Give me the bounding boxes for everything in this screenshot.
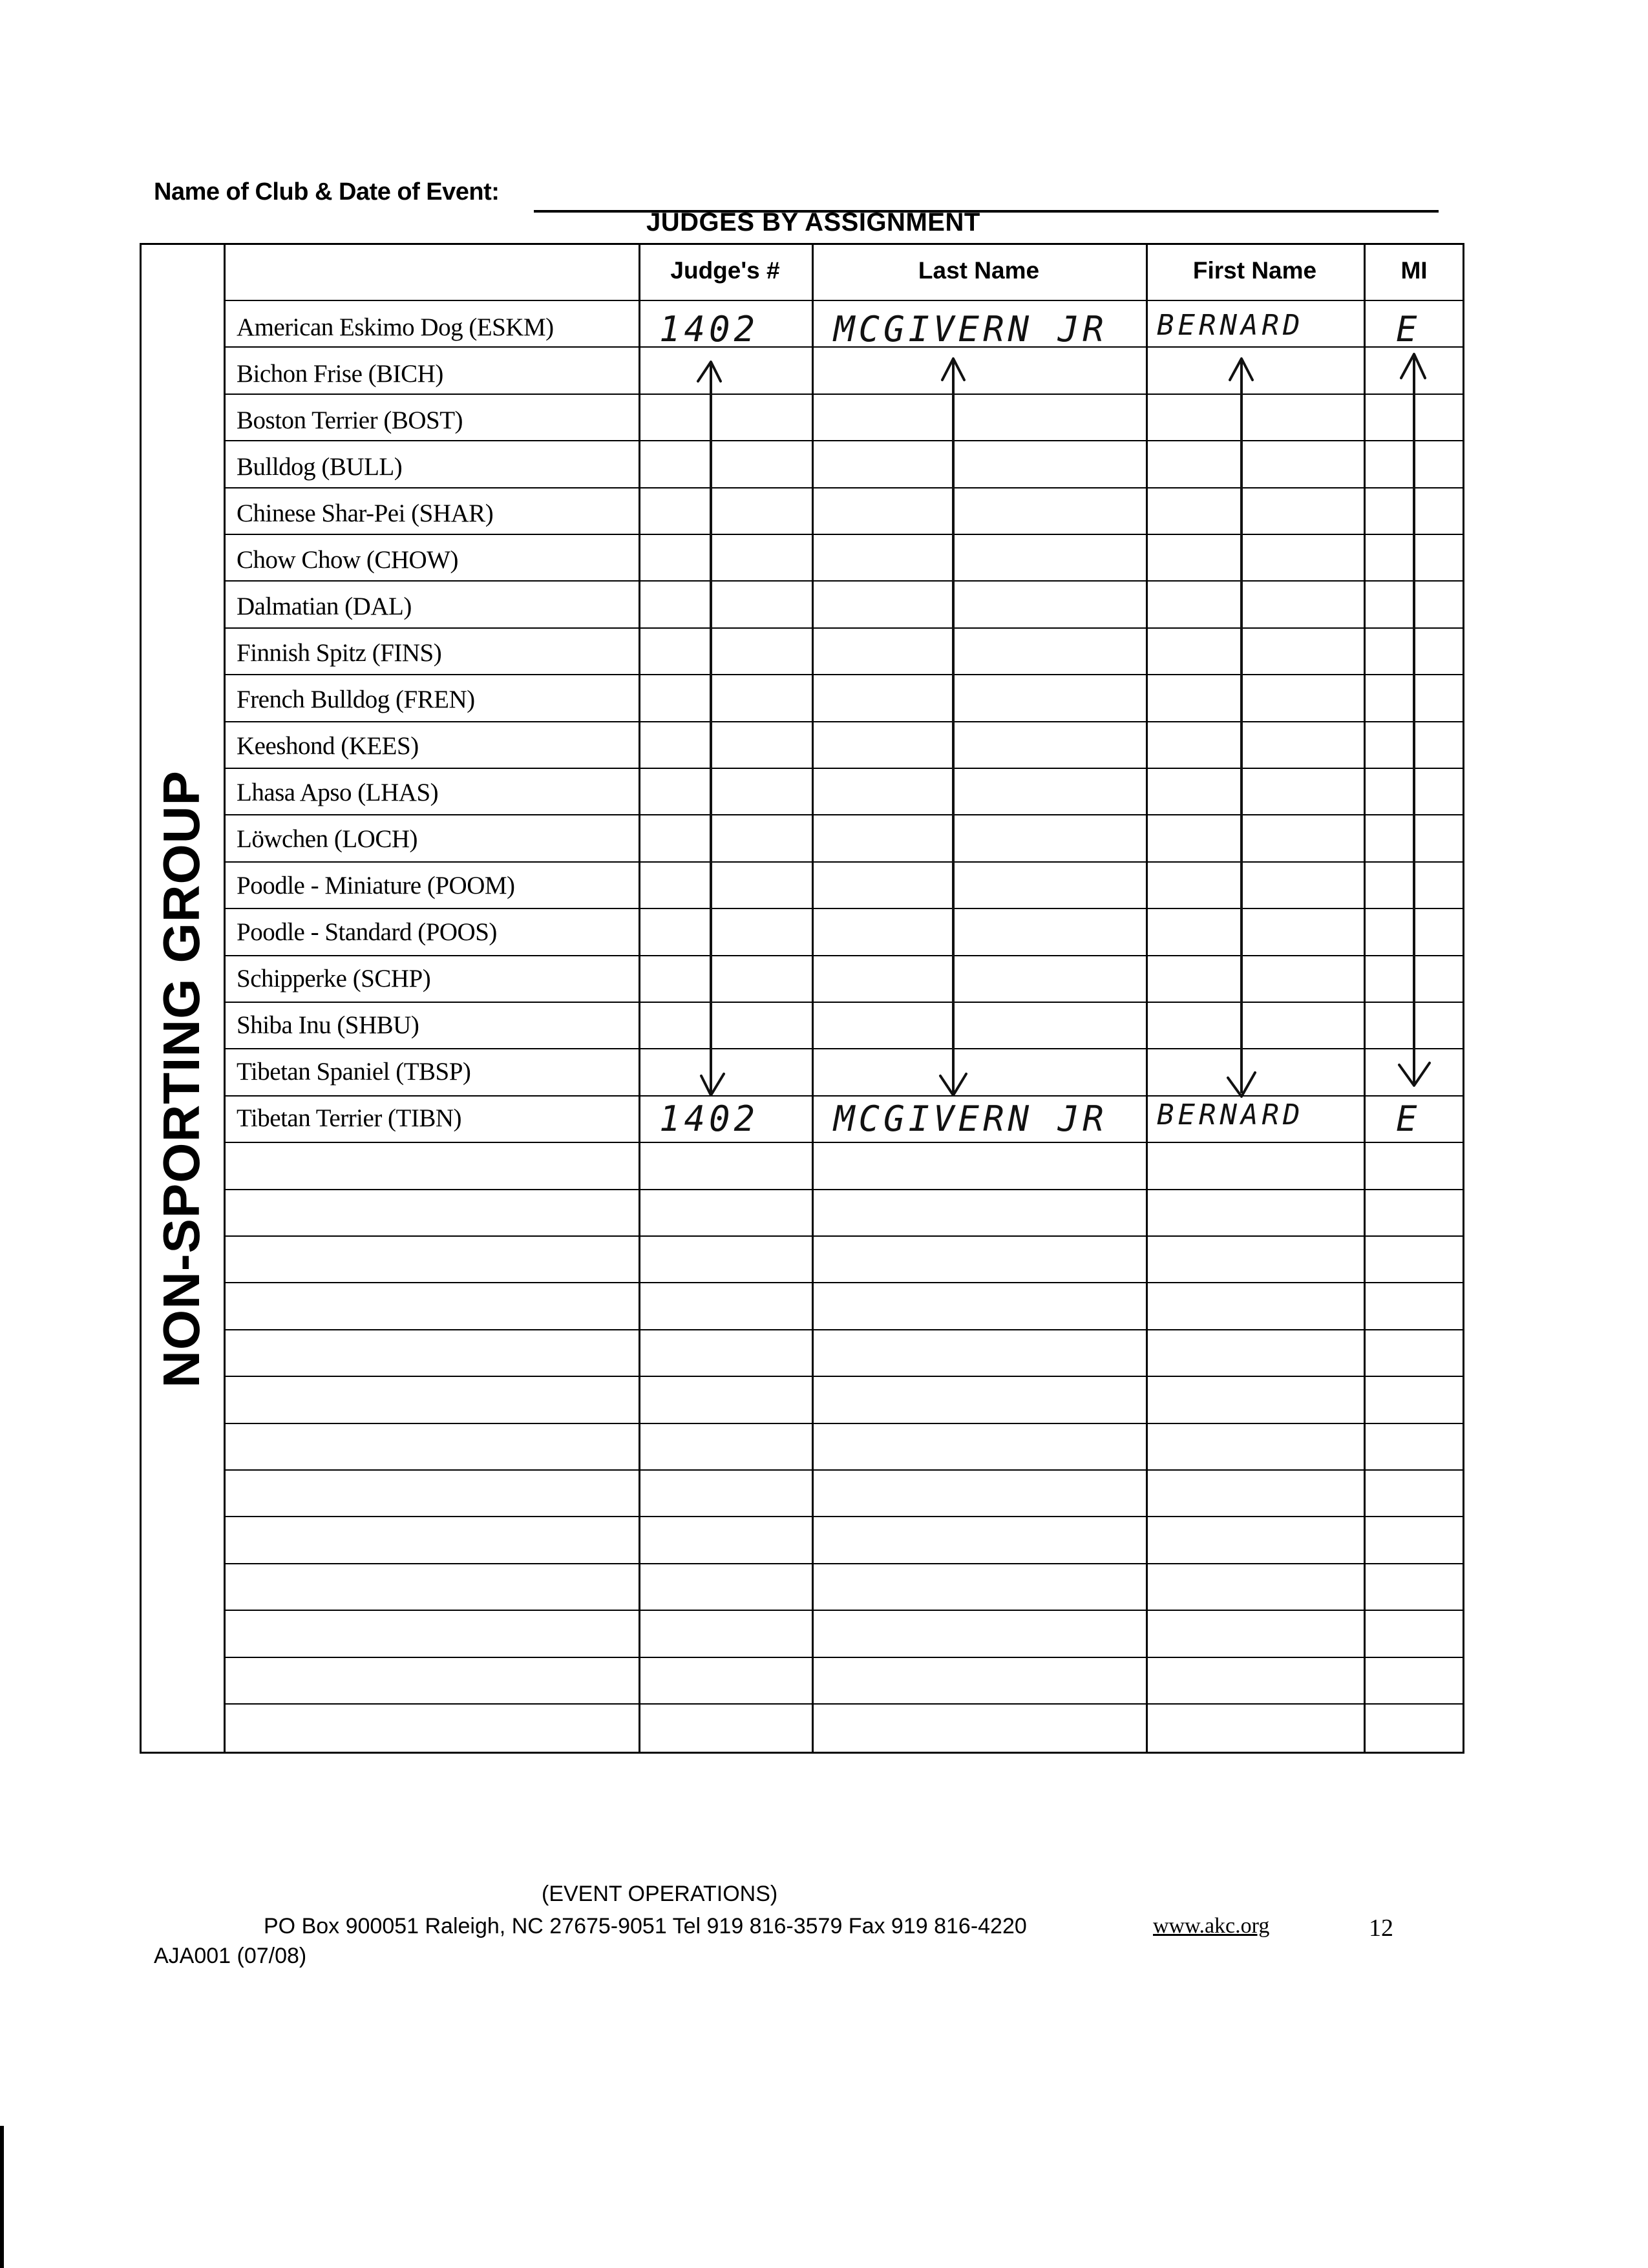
form-title: JUDGES BY ASSIGNMENT — [646, 208, 980, 236]
breed-row-label: Poodle - Standard (POOS) — [237, 918, 497, 946]
arrow-mi-column — [1399, 354, 1430, 1086]
breed-row-label: Boston Terrier (BOST) — [237, 406, 463, 434]
breed-row-label: Löwchen (LOCH) — [237, 825, 417, 853]
last-name-entry[interactable]: MCGIVERN JR — [834, 1098, 1108, 1139]
breed-row-label: Poodle - Miniature (POOM) — [237, 872, 515, 899]
scan-edge-mark — [0, 2126, 4, 2268]
mi-entry[interactable]: E — [1396, 309, 1421, 350]
judge-number-entry[interactable]: 1402 — [659, 309, 759, 350]
breed-row-label: Bichon Frise (BICH) — [237, 360, 443, 388]
page-number: 12 — [1369, 1915, 1393, 1942]
breed-row-label: Schipperke (SCHP) — [237, 965, 431, 992]
first-name-entry[interactable]: BERNARD — [1157, 309, 1304, 342]
breed-row-label: Tibetan Spaniel (TBSP) — [237, 1058, 471, 1086]
breed-row-label: Chow Chow (CHOW) — [237, 546, 458, 574]
breed-row-label: Lhasa Apso (LHAS) — [237, 779, 439, 806]
breed-row-label: Dalmatian (DAL) — [237, 593, 412, 620]
footer-department: (EVENT OPERATIONS) — [542, 1882, 778, 1906]
arrow-judge-number-column — [698, 362, 724, 1095]
column-header-first-name: First Name — [1192, 257, 1317, 284]
breed-row-label: Finnish Spitz (FINS) — [237, 639, 442, 667]
breed-row-label: Keeshond (KEES) — [237, 732, 419, 760]
arrow-last-name-column — [940, 359, 966, 1095]
footer-address: PO Box 900051 Raleigh, NC 27675-9051 Tel 919 816-3579 Fax 919 816-4220 — [264, 1914, 1027, 1938]
breed-row-label: French Bulldog (FREN) — [237, 686, 475, 713]
breed-row-label: Bulldog (BULL) — [237, 453, 403, 481]
judge-number-entry[interactable]: 1402 — [659, 1098, 759, 1139]
mi-entry[interactable]: E — [1396, 1098, 1421, 1139]
group-label: NON-SPORTING GROUP — [153, 770, 210, 1388]
last-name-entry[interactable]: MCGIVERN JR — [834, 309, 1108, 350]
breed-row-label: Shiba Inu (SHBU) — [237, 1011, 419, 1039]
footer-website-link[interactable]: www.akc.org — [1153, 1914, 1270, 1938]
breed-row-label: Chinese Shar-Pei (SHAR) — [237, 499, 494, 527]
breed-row-label: American Eskimo Dog (ESKM) — [237, 313, 554, 341]
column-header-mi: MI — [1400, 257, 1428, 284]
breed-row-label: Tibetan Terrier (TIBN) — [237, 1104, 462, 1132]
form-code: AJA001 (07/08) — [154, 1944, 307, 1968]
arrow-first-name-column — [1228, 359, 1255, 1097]
first-name-entry[interactable]: BERNARD — [1157, 1098, 1304, 1131]
column-header-last-name: Last Name — [918, 257, 1040, 284]
column-header-judge-number: Judge's # — [670, 257, 780, 284]
club-date-label: Name of Club & Date of Event: — [154, 178, 500, 205]
